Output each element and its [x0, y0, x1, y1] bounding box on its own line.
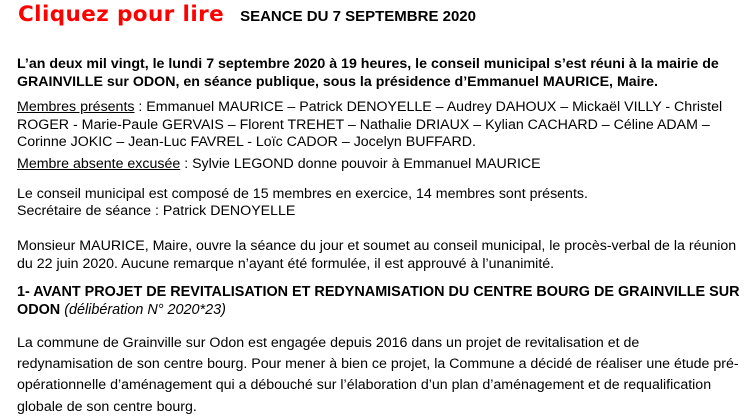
- deliberation-ref: (délibération N° 2020*23): [64, 301, 226, 318]
- approval-paragraph: Monsieur MAURICE, Maire, ouvre la séance du jour et soumet au conseil municipal, le procès-verbal de la réunion du 22 juin 2020. Aucune remarque n’ayant été formulée, il est approuvé à l’unanimité.: [17, 238, 737, 272]
- document-header: [18, 2, 476, 27]
- intro-paragraph: L’an deux mil vingt, le lundi 7 septembre 2020 à 19 heures, le conseil municipal s’est réuni à la mairie de GRAINVILLE sur ODON, en séance publique, sous la présidence d’Emmanuel MAURICE, Maire.: [17, 56, 719, 90]
- session-title: SEANCE DU 7 SEPTEMBRE 2020: [240, 8, 476, 25]
- members-present-list: : Emmanuel MAURICE – Patrick DENOYELLE – Audrey DAHOUX – Mickaël VILLY - Christel ROGER - Marie-Paule GERVAIS – Florent TREHET – Nathalie DRIAUX – Kylian CACHARD – Céline ADAM – Corinne JOKIC – Jean-Luc FAVREL - Loïc CADOR – Jocelyn BUFFARD.: [17, 99, 723, 150]
- section-body: La commune de Grainville sur Odon est engagée depuis 2016 dans un projet de revitalisation et de redynamisation de son centre bourg. Pour mener à bien ce projet, la Commune a décidé de réaliser une étude pré-opérationnelle d’aménagement qui a débouché sur l’élaboration d’un plan d’aménagement et de requalification globale de son centre bourg.: [17, 335, 739, 415]
- member-absent-label: Membre absente excusée: [17, 156, 181, 172]
- member-absent-text: : Sylvie LEGOND donne pouvoir à Emmanuel MAURICE: [180, 156, 541, 172]
- section-title: 1- AVANT PROJET DE REVITALISATION ET REDYNAMISATION DU CENTRE BOURG DE GRAINVILLE SUR ODON: [17, 284, 740, 318]
- section-heading: [17, 284, 742, 319]
- read-link[interactable]: Cliquez pour lire: [18, 2, 225, 27]
- member-absent-paragraph: [17, 156, 742, 174]
- secretary-line: Secrétaire de séance : Patrick DENOYELLE: [17, 203, 296, 219]
- members-present-paragraph: [17, 99, 742, 152]
- members-present-label: Membres présents: [17, 99, 135, 115]
- composition-line: Le conseil municipal est composé de 15 membres en exercice, 14 membres sont présents.: [17, 186, 588, 202]
